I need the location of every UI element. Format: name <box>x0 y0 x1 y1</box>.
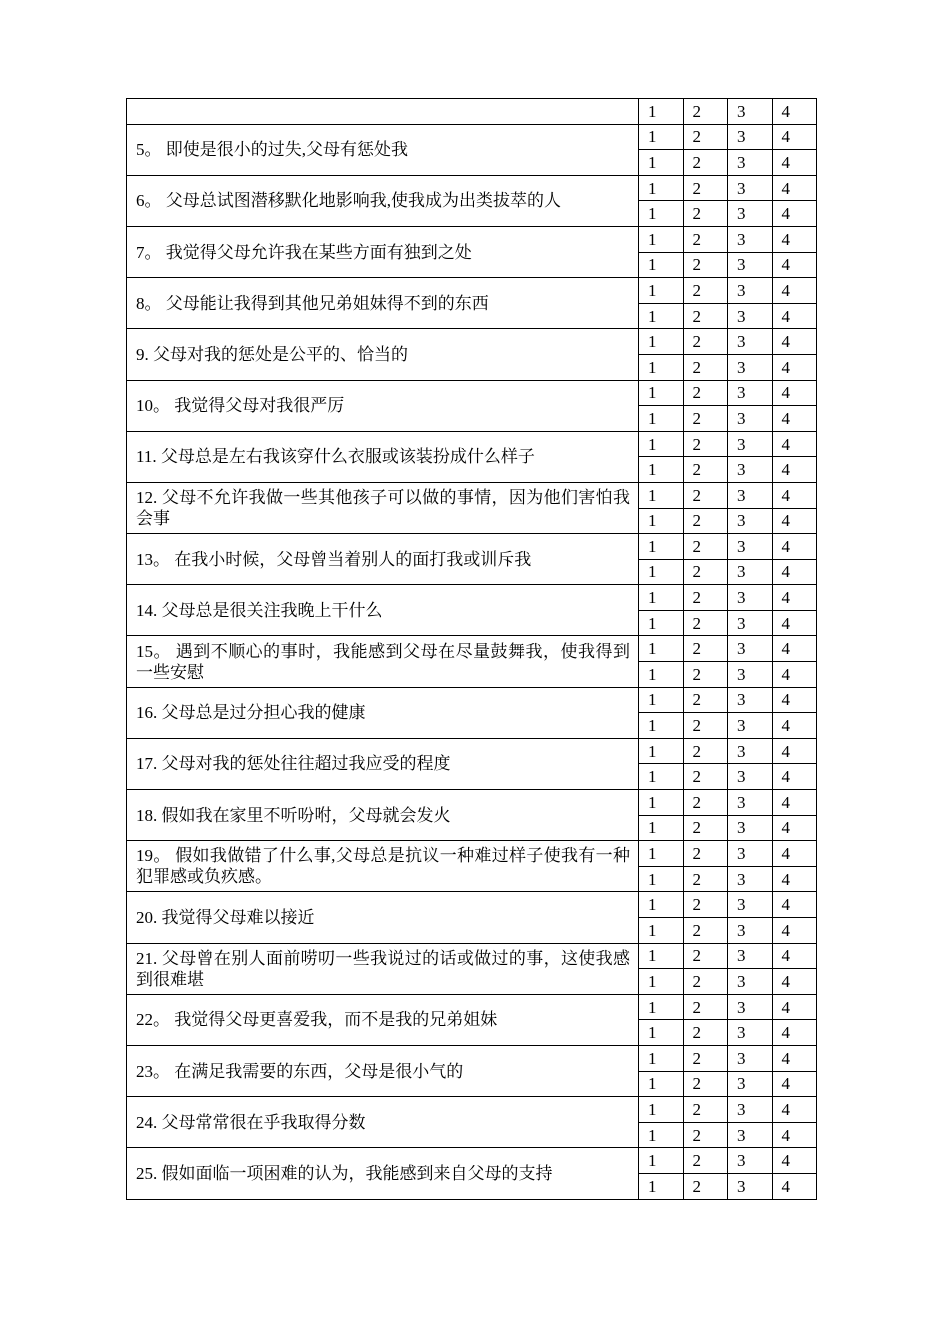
scale-option-4[interactable]: 4 <box>772 1097 817 1123</box>
scale-option-3[interactable]: 3 <box>728 124 773 150</box>
scale-option-2[interactable]: 2 <box>683 636 728 662</box>
scale-option-3[interactable]: 3 <box>728 790 773 816</box>
scale-option-2[interactable]: 2 <box>683 764 728 790</box>
scale-option-4[interactable]: 4 <box>772 534 817 560</box>
scale-option-1[interactable]: 1 <box>639 175 684 201</box>
scale-option-4[interactable]: 4 <box>772 201 817 227</box>
scale-option-4[interactable]: 4 <box>772 457 817 483</box>
scale-option-4[interactable]: 4 <box>772 1071 817 1097</box>
scale-option-3[interactable]: 3 <box>728 841 773 867</box>
question-text: 9. 父母对我的惩处是公平的、恰当的 <box>127 329 639 380</box>
scale-option-3[interactable]: 3 <box>728 687 773 713</box>
scale-option-4[interactable]: 4 <box>772 124 817 150</box>
scale-option-1[interactable]: 1 <box>639 969 684 995</box>
scale-option-3[interactable]: 3 <box>728 1173 773 1199</box>
table-row <box>127 1045 817 1071</box>
scale-option-4[interactable]: 4 <box>772 790 817 816</box>
scale-option-2[interactable]: 2 <box>683 1071 728 1097</box>
scale-option-4[interactable]: 4 <box>772 713 817 739</box>
scale-option-3[interactable]: 3 <box>728 380 773 406</box>
scale-option-3[interactable]: 3 <box>728 585 773 611</box>
scale-option-4[interactable]: 4 <box>772 226 817 252</box>
table-row <box>127 431 817 457</box>
scale-option-1[interactable]: 1 <box>639 918 684 944</box>
question-text: 25. 假如面临一项困难的认为，我能感到来自父母的支持 <box>127 1148 639 1199</box>
question-text: 13。 在我小时候，父母曾当着别人的面打我或训斥我 <box>127 534 639 585</box>
scale-option-1[interactable]: 1 <box>639 790 684 816</box>
scale-option-4[interactable]: 4 <box>772 662 817 688</box>
scale-option-1[interactable]: 1 <box>639 201 684 227</box>
scale-option-2[interactable]: 2 <box>683 994 728 1020</box>
scale-option-2[interactable]: 2 <box>683 303 728 329</box>
table-row <box>127 841 817 867</box>
scale-option-1[interactable]: 1 <box>639 892 684 918</box>
question-text <box>127 99 639 125</box>
scale-option-3[interactable]: 3 <box>728 99 773 125</box>
scale-option-3[interactable]: 3 <box>728 610 773 636</box>
scale-option-3[interactable]: 3 <box>728 534 773 560</box>
scale-option-4[interactable]: 4 <box>772 252 817 278</box>
scale-option-3[interactable]: 3 <box>728 1071 773 1097</box>
table-row <box>127 534 817 560</box>
scale-option-3[interactable]: 3 <box>728 892 773 918</box>
scale-option-2[interactable]: 2 <box>683 1173 728 1199</box>
scale-option-3[interactable]: 3 <box>728 226 773 252</box>
table-row <box>127 380 817 406</box>
scale-option-2[interactable]: 2 <box>683 790 728 816</box>
scale-option-4[interactable]: 4 <box>772 918 817 944</box>
questionnaire <box>126 98 816 1200</box>
table-row <box>127 329 817 355</box>
question-text: 12. 父母不允许我做一些其他孩子可以做的事情，因为他们害怕我会事 <box>127 482 639 533</box>
scale-option-2[interactable]: 2 <box>683 406 728 432</box>
scale-option-4[interactable]: 4 <box>772 99 817 125</box>
question-text: 10。 我觉得父母对我很严厉 <box>127 380 639 431</box>
question-text: 15。 遇到不顺心的事时，我能感到父母在尽量鼓舞我，使我得到一些安慰 <box>127 636 639 687</box>
scale-option-4[interactable]: 4 <box>772 1020 817 1046</box>
scale-option-2[interactable]: 2 <box>683 354 728 380</box>
scale-option-2[interactable]: 2 <box>683 380 728 406</box>
scale-option-2[interactable]: 2 <box>683 1020 728 1046</box>
scale-option-2[interactable]: 2 <box>683 687 728 713</box>
table-row <box>127 790 817 816</box>
scale-option-1[interactable]: 1 <box>639 354 684 380</box>
scale-option-2[interactable]: 2 <box>683 278 728 304</box>
table-row <box>127 636 817 662</box>
table-row <box>127 687 817 713</box>
scale-option-1[interactable]: 1 <box>639 1148 684 1174</box>
scale-option-1[interactable]: 1 <box>639 508 684 534</box>
scale-option-4[interactable]: 4 <box>772 610 817 636</box>
scale-option-1[interactable]: 1 <box>639 124 684 150</box>
scale-option-2[interactable]: 2 <box>683 866 728 892</box>
scale-option-2[interactable]: 2 <box>683 150 728 176</box>
scale-option-2[interactable]: 2 <box>683 559 728 585</box>
scale-option-2[interactable]: 2 <box>683 662 728 688</box>
scale-option-1[interactable]: 1 <box>639 1122 684 1148</box>
scale-option-4[interactable]: 4 <box>772 943 817 969</box>
scale-option-1[interactable]: 1 <box>639 943 684 969</box>
scale-option-4[interactable]: 4 <box>772 508 817 534</box>
scale-option-1[interactable]: 1 <box>639 610 684 636</box>
scale-option-2[interactable]: 2 <box>683 457 728 483</box>
scale-option-2[interactable]: 2 <box>683 252 728 278</box>
scale-option-3[interactable]: 3 <box>728 636 773 662</box>
questionnaire-table <box>126 98 817 1200</box>
scale-option-3[interactable]: 3 <box>728 764 773 790</box>
table-row <box>127 738 817 764</box>
scale-option-3[interactable]: 3 <box>728 1148 773 1174</box>
scale-option-4[interactable]: 4 <box>772 764 817 790</box>
question-text: 5。 即使是很小的过失,父母有惩处我 <box>127 124 639 175</box>
scale-option-4[interactable]: 4 <box>772 380 817 406</box>
scale-option-3[interactable]: 3 <box>728 559 773 585</box>
question-text: 24. 父母常常很在乎我取得分数 <box>127 1097 639 1148</box>
scale-option-4[interactable]: 4 <box>772 329 817 355</box>
scale-option-4[interactable]: 4 <box>772 815 817 841</box>
table-row <box>127 482 817 508</box>
scale-option-4[interactable]: 4 <box>772 738 817 764</box>
scale-option-3[interactable]: 3 <box>728 329 773 355</box>
scale-option-2[interactable]: 2 <box>683 534 728 560</box>
scale-option-1[interactable]: 1 <box>639 687 684 713</box>
scale-option-3[interactable]: 3 <box>728 1045 773 1071</box>
scale-option-1[interactable]: 1 <box>639 764 684 790</box>
scale-option-1[interactable]: 1 <box>639 713 684 739</box>
scale-option-1[interactable]: 1 <box>639 738 684 764</box>
question-text: 16. 父母总是过分担心我的健康 <box>127 687 639 738</box>
scale-option-1[interactable]: 1 <box>639 559 684 585</box>
scale-option-4[interactable]: 4 <box>772 892 817 918</box>
scale-option-4[interactable]: 4 <box>772 969 817 995</box>
scale-option-1[interactable]: 1 <box>639 1071 684 1097</box>
question-text: 17. 父母对我的惩处往往超过我应受的程度 <box>127 738 639 789</box>
scale-option-2[interactable]: 2 <box>683 892 728 918</box>
scale-option-4[interactable]: 4 <box>772 354 817 380</box>
scale-option-3[interactable]: 3 <box>728 662 773 688</box>
scale-option-4[interactable]: 4 <box>772 175 817 201</box>
scale-option-4[interactable]: 4 <box>772 278 817 304</box>
question-text: 22。 我觉得父母更喜爱我，而不是我的兄弟姐妹 <box>127 994 639 1045</box>
scale-option-2[interactable]: 2 <box>683 175 728 201</box>
scale-option-1[interactable]: 1 <box>639 866 684 892</box>
scale-option-2[interactable]: 2 <box>683 943 728 969</box>
scale-option-2[interactable]: 2 <box>683 713 728 739</box>
scale-option-3[interactable]: 3 <box>728 278 773 304</box>
table-row <box>127 1097 817 1123</box>
table-row <box>127 175 817 201</box>
scale-option-1[interactable]: 1 <box>639 815 684 841</box>
scale-option-2[interactable]: 2 <box>683 815 728 841</box>
question-text: 21. 父母曾在别人面前唠叨一些我说过的话或做过的事，这使我感到很难堪 <box>127 943 639 994</box>
scale-option-1[interactable]: 1 <box>639 585 684 611</box>
scale-option-1[interactable]: 1 <box>639 1045 684 1071</box>
scale-option-1[interactable]: 1 <box>639 1173 684 1199</box>
scale-option-4[interactable]: 4 <box>772 866 817 892</box>
table-row <box>127 124 817 150</box>
scale-option-2[interactable]: 2 <box>683 841 728 867</box>
question-text: 19。 假如我做错了什么事,父母总是抗议一种难过样子使我有一种犯罪感或负疚感。 <box>127 841 639 892</box>
scale-option-1[interactable]: 1 <box>639 278 684 304</box>
scale-option-2[interactable]: 2 <box>683 329 728 355</box>
question-text: 14. 父母总是很关注我晚上干什么 <box>127 585 639 636</box>
scale-option-3[interactable]: 3 <box>728 150 773 176</box>
scale-option-2[interactable]: 2 <box>683 738 728 764</box>
table-row <box>127 99 817 125</box>
scale-option-4[interactable]: 4 <box>772 303 817 329</box>
scale-option-3[interactable]: 3 <box>728 866 773 892</box>
table-row <box>127 994 817 1020</box>
scale-option-1[interactable]: 1 <box>639 482 684 508</box>
scale-option-2[interactable]: 2 <box>683 124 728 150</box>
question-text: 23。 在满足我需要的东西，父母是很小气的 <box>127 1045 639 1096</box>
scale-option-3[interactable]: 3 <box>728 303 773 329</box>
scale-option-1[interactable]: 1 <box>639 994 684 1020</box>
table-row <box>127 943 817 969</box>
scale-option-2[interactable]: 2 <box>683 1045 728 1071</box>
scale-option-3[interactable]: 3 <box>728 201 773 227</box>
scale-option-1[interactable]: 1 <box>639 150 684 176</box>
scale-option-3[interactable]: 3 <box>728 994 773 1020</box>
table-row <box>127 226 817 252</box>
scale-option-1[interactable]: 1 <box>639 252 684 278</box>
scale-option-2[interactable]: 2 <box>683 585 728 611</box>
scale-option-2[interactable]: 2 <box>683 610 728 636</box>
scale-option-2[interactable]: 2 <box>683 431 728 457</box>
scale-option-3[interactable]: 3 <box>728 1122 773 1148</box>
scale-option-3[interactable]: 3 <box>728 457 773 483</box>
scale-option-1[interactable]: 1 <box>639 380 684 406</box>
scale-option-1[interactable]: 1 <box>639 457 684 483</box>
scale-option-4[interactable]: 4 <box>772 1173 817 1199</box>
question-text: 6。 父母总试图潜移默化地影响我,使我成为出类拔萃的人 <box>127 175 639 226</box>
scale-option-4[interactable]: 4 <box>772 1122 817 1148</box>
scale-option-2[interactable]: 2 <box>683 508 728 534</box>
scale-option-3[interactable]: 3 <box>728 1020 773 1046</box>
scale-option-2[interactable]: 2 <box>683 969 728 995</box>
question-text: 8。 父母能让我得到其他兄弟姐妹得不到的东西 <box>127 278 639 329</box>
scale-option-1[interactable]: 1 <box>639 1097 684 1123</box>
scale-option-1[interactable]: 1 <box>639 99 684 125</box>
scale-option-4[interactable]: 4 <box>772 1045 817 1071</box>
scale-option-3[interactable]: 3 <box>728 431 773 457</box>
scale-option-2[interactable]: 2 <box>683 1122 728 1148</box>
scale-option-2[interactable]: 2 <box>683 918 728 944</box>
scale-option-4[interactable]: 4 <box>772 687 817 713</box>
scale-option-3[interactable]: 3 <box>728 1097 773 1123</box>
scale-option-4[interactable]: 4 <box>772 559 817 585</box>
scale-option-2[interactable]: 2 <box>683 1097 728 1123</box>
question-text: 20. 我觉得父母难以接近 <box>127 892 639 943</box>
scale-option-3[interactable]: 3 <box>728 508 773 534</box>
scale-option-3[interactable]: 3 <box>728 354 773 380</box>
scale-option-4[interactable]: 4 <box>772 482 817 508</box>
table-row <box>127 585 817 611</box>
scale-option-2[interactable]: 2 <box>683 201 728 227</box>
scale-option-3[interactable]: 3 <box>728 815 773 841</box>
question-text: 11. 父母总是左右我该穿什么衣服或该装扮成什么样子 <box>127 431 639 482</box>
scale-option-4[interactable]: 4 <box>772 150 817 176</box>
scale-option-1[interactable]: 1 <box>639 303 684 329</box>
scale-option-2[interactable]: 2 <box>683 226 728 252</box>
scale-option-4[interactable]: 4 <box>772 585 817 611</box>
scale-option-4[interactable]: 4 <box>772 406 817 432</box>
question-text: 7。 我觉得父母允许我在某些方面有独到之处 <box>127 226 639 277</box>
scale-option-3[interactable]: 3 <box>728 482 773 508</box>
scale-option-1[interactable]: 1 <box>639 841 684 867</box>
scale-option-3[interactable]: 3 <box>728 738 773 764</box>
table-row <box>127 892 817 918</box>
scale-option-4[interactable]: 4 <box>772 431 817 457</box>
scale-option-3[interactable]: 3 <box>728 252 773 278</box>
scale-option-4[interactable]: 4 <box>772 841 817 867</box>
table-row <box>127 1148 817 1174</box>
scale-option-1[interactable]: 1 <box>639 636 684 662</box>
scale-option-1[interactable]: 1 <box>639 1020 684 1046</box>
table-row <box>127 278 817 304</box>
scale-option-1[interactable]: 1 <box>639 226 684 252</box>
scale-option-1[interactable]: 1 <box>639 662 684 688</box>
scale-option-4[interactable]: 4 <box>772 994 817 1020</box>
scale-option-2[interactable]: 2 <box>683 482 728 508</box>
scale-option-4[interactable]: 4 <box>772 1148 817 1174</box>
scale-option-3[interactable]: 3 <box>728 943 773 969</box>
scale-option-2[interactable]: 2 <box>683 1148 728 1174</box>
scale-option-3[interactable]: 3 <box>728 175 773 201</box>
scale-option-3[interactable]: 3 <box>728 406 773 432</box>
scale-option-3[interactable]: 3 <box>728 969 773 995</box>
scale-option-3[interactable]: 3 <box>728 713 773 739</box>
scale-option-1[interactable]: 1 <box>639 329 684 355</box>
scale-option-1[interactable]: 1 <box>639 534 684 560</box>
question-text: 18. 假如我在家里不听吩咐，父母就会发火 <box>127 790 639 841</box>
scale-option-2[interactable]: 2 <box>683 99 728 125</box>
scale-option-3[interactable]: 3 <box>728 918 773 944</box>
scale-option-1[interactable]: 1 <box>639 431 684 457</box>
scale-option-4[interactable]: 4 <box>772 636 817 662</box>
scale-option-1[interactable]: 1 <box>639 406 684 432</box>
